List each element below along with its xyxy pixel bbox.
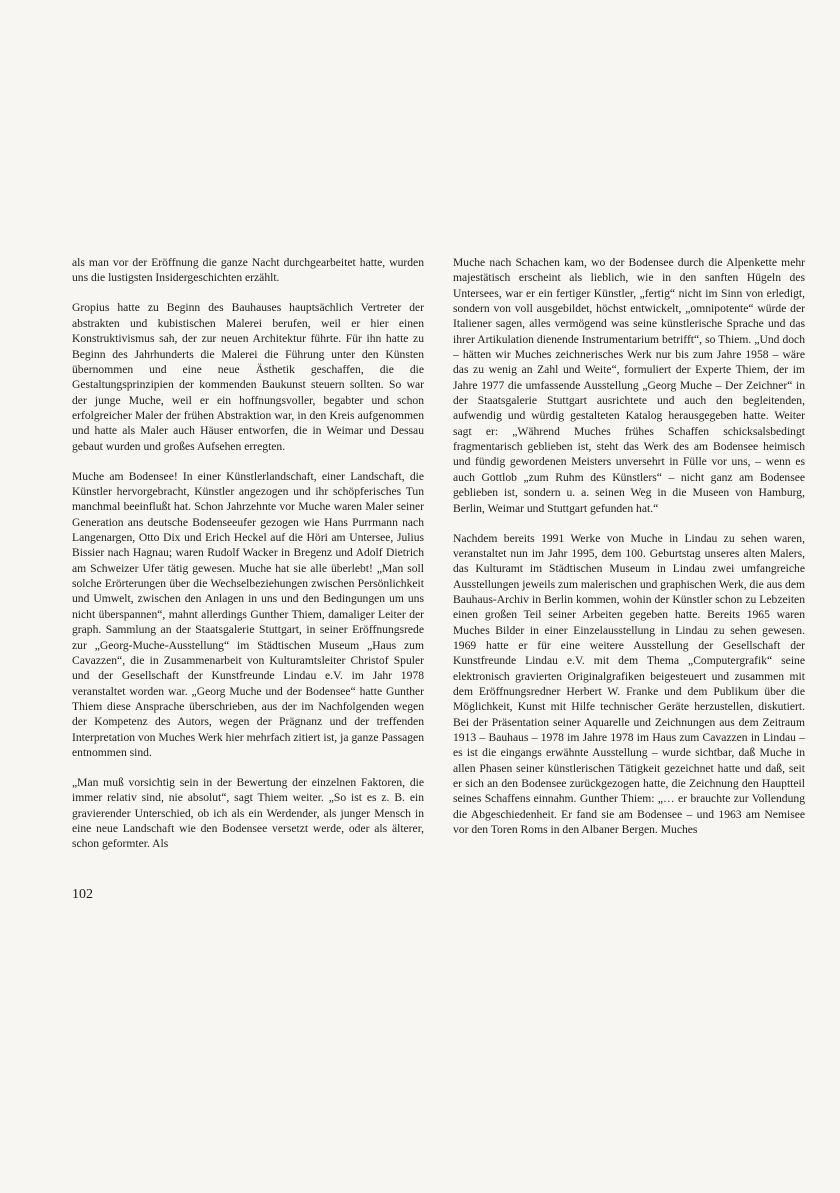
paragraph: Muche nach Schachen kam, wo der Bodensee durch die Alpenkette mehr majestätisch erscheint als lieblich, wie in den sanften Hügeln des Untersees, war er ein fertiger Künstler, „fertig“ nicht im Sinn von erledigt, sondern von voll ausgebildet, höchst entwickelt, „omnipotente“ würde der Italiener sagen, alles vermögend was seine künstlerische Sprache und das ihrer Artikulation dienende Instrumentarium betrifft“, so Thiem. „Und doch – hätten wir Muches zeichnerisches Werk nur bis zum Jahre 1958 – wäre das zu wenig an Zahl und Weite“, formuliert der Experte Thiem, der im Jahre 1977 die umfassende Ausstellung „Georg Muche – Der Zeichner“ in der Staatsgalerie Stuttgart ausrichtete und auch den begleitenden, aufwendig und würdig gestalteten Katalog herausgegeben hatte. Weiter sagt er: „Während Muches frühes Schaffen schicksalsbedingt fragmentarisch geblieben ist, steht das Werk des am Bodensee heimisch und fündig gewordenen Meisters unversehrt in Fülle vor uns, – wenn es auch Gottlob „zum Ruhm des Künstlers“ – nicht ganz am Bodensee geblieben ist, sondern u. a. seinen Weg in die Museen von Hamburg, Berlin, Weimar und Stuttgart gefunden hat.“ — [453, 256, 805, 515]
paragraph: Nachdem bereits 1991 Werke von Muche in Lindau zu sehen waren, veranstaltet nun im Jahr 1995, dem 100. Geburtstag unseres alten Malers, das Kulturamt im Städtischen Museum in Lindau zwei umfangreiche Ausstellungen jeweils zum malerischen und graphischen Werk, die aus dem Bauhaus-Archiv in Berlin kommen, wohin der Künstler schon zu Lebzeiten einen großen Teil seiner Arbeiten gegeben hatte. Bereits 1965 waren Muches Bilder in einer Einzelausstellung in Lindau zu sehen gewesen. 1969 hatte er für eine weitere Ausstellung der Gesellschaft der Kunstfreunde Lindau e.V. mit dem Thema „Computergrafik“ seine elektronisch gravierten Originalgrafiken beigesteuert und zusammen mit dem Eröffnungsredner Herbert W. Franke und dem Publikum über die Möglichkeit, Kunst mit Hilfe technischer Geräte herzustellen, diskutiert. Bei der Präsentation seiner Aquarelle und Zeichnungen aus dem Zeitraum 1913 – Bauhaus – 1978 im Jahre 1978 im Haus zum Cavazzen in Lindau – es ist die eingangs erwähnte Ausstellung – wurde sichtbar, daß Muche in allen Phasen seiner künstlerischen Tätigkeit gezeichnet hatte und daß, seit er sich an den Bodensee zurückgezogen hatte, die Zeichnung den Hauptteil seines Schaffens einnahm. Gunther Thiem: „… er brauchte zur Vollendung die Abgeschiedenheit. Er fand sie am Bodensee – und 1963 am Nemisee vor den Toren Roms in den Albaner Bergen. Muches — [453, 531, 805, 837]
paragraph: Muche am Bodensee! In einer Künstlerlandschaft, einer Landschaft, die Künstler hervorgebracht, Künstler angezogen und ihr schöpferisches Tun manchmal beeinflußt hat. Schon Jahrzehnte vor Muche waren Maler seiner Generation ans deutsche Bodenseeufer gezogen wie Hans Purrmann nach Langenargen, Otto Dix und Erich Heckel auf die Höri am Untersee, Julius Bissier nach Hagnau; waren Rudolf Wacker in Bregenz und Adolf Dietrich am Schweizer Ufer tätig gewesen. Muche hat sie alle überlebt! „Man soll solche Erörterungen über die Wechselbeziehungen zwischen Persönlichkeit und Umwelt, zwischen den Anlagen in uns und den Bedingungen um uns nicht überspannen“, mahnt allerdings Gunther Thiem, damaliger Leiter der graph. Sammlung an der Staatsgalerie Stuttgart, in seiner Eröffnungsrede zur „Georg-Muche-Ausstellung“ im Städtischen Museum „Haus zum Cavazzen“, die in Zusammenarbeit von Kulturamtsleiter Christof Spuler und der Gesellschaft der Kunstfreunde Lindau e.V. im Jahr 1978 veranstaltet worden war. „Georg Muche und der Bodensee“ hatte Gunther Thiem diese Ansprache überschrieben, aus der im Nachfolgenden wegen der Kompetenz des Autors, wegen der Prägnanz und der treffenden Interpretation von Muches Werk hier mehrfach zitiert ist, ja ganze Passagen entnommen sind. — [72, 469, 424, 759]
text-column-left — [72, 255, 424, 867]
paragraph: Gropius hatte zu Beginn des Bauhauses hauptsächlich Vertreter der abstrakten und kubistischen Malerei berufen, weil er hier einen Konstruktivismus sah, der zur neuen Architektur führte. Für ihn hatte zu Beginn des Jahrhunderts die Malerei die Führung unter den Künsten übernommen und eine neue Ästhetik geschaffen, die die Gestaltungsprinzipien der kommenden Baukunst steuern sollten. So war der junge Muche, weil er ein hoffnungsvoller, begabter und schon erfolgreicher Maler der frühen Abstraktion war, in den Kreis aufgenommen und hatte als Maler auch Häuser entworfen, die in Weimar und Dessau gebaut wurden und großes Aufsehen erregten. — [72, 301, 424, 453]
paragraph: als man vor der Eröffnung die ganze Nacht durchgearbeitet hatte, wurden uns die lustigsten Insidergeschichten erzählt. — [72, 256, 424, 285]
paragraph: „Man muß vorsichtig sein in der Bewertung der einzelnen Faktoren, die immer relativ sind, nie absolut“, sagt Thiem weiter. „So ist es z. B. ein gravierender Unterschied, ob ich als ein Werdender, als junger Mensch in eine neue Landschaft wie den Bodensee versetzt werde, oder als älterer, schon geformter. Als — [72, 776, 424, 851]
text-column-right — [453, 255, 805, 852]
page-number: 102 — [72, 887, 93, 902]
